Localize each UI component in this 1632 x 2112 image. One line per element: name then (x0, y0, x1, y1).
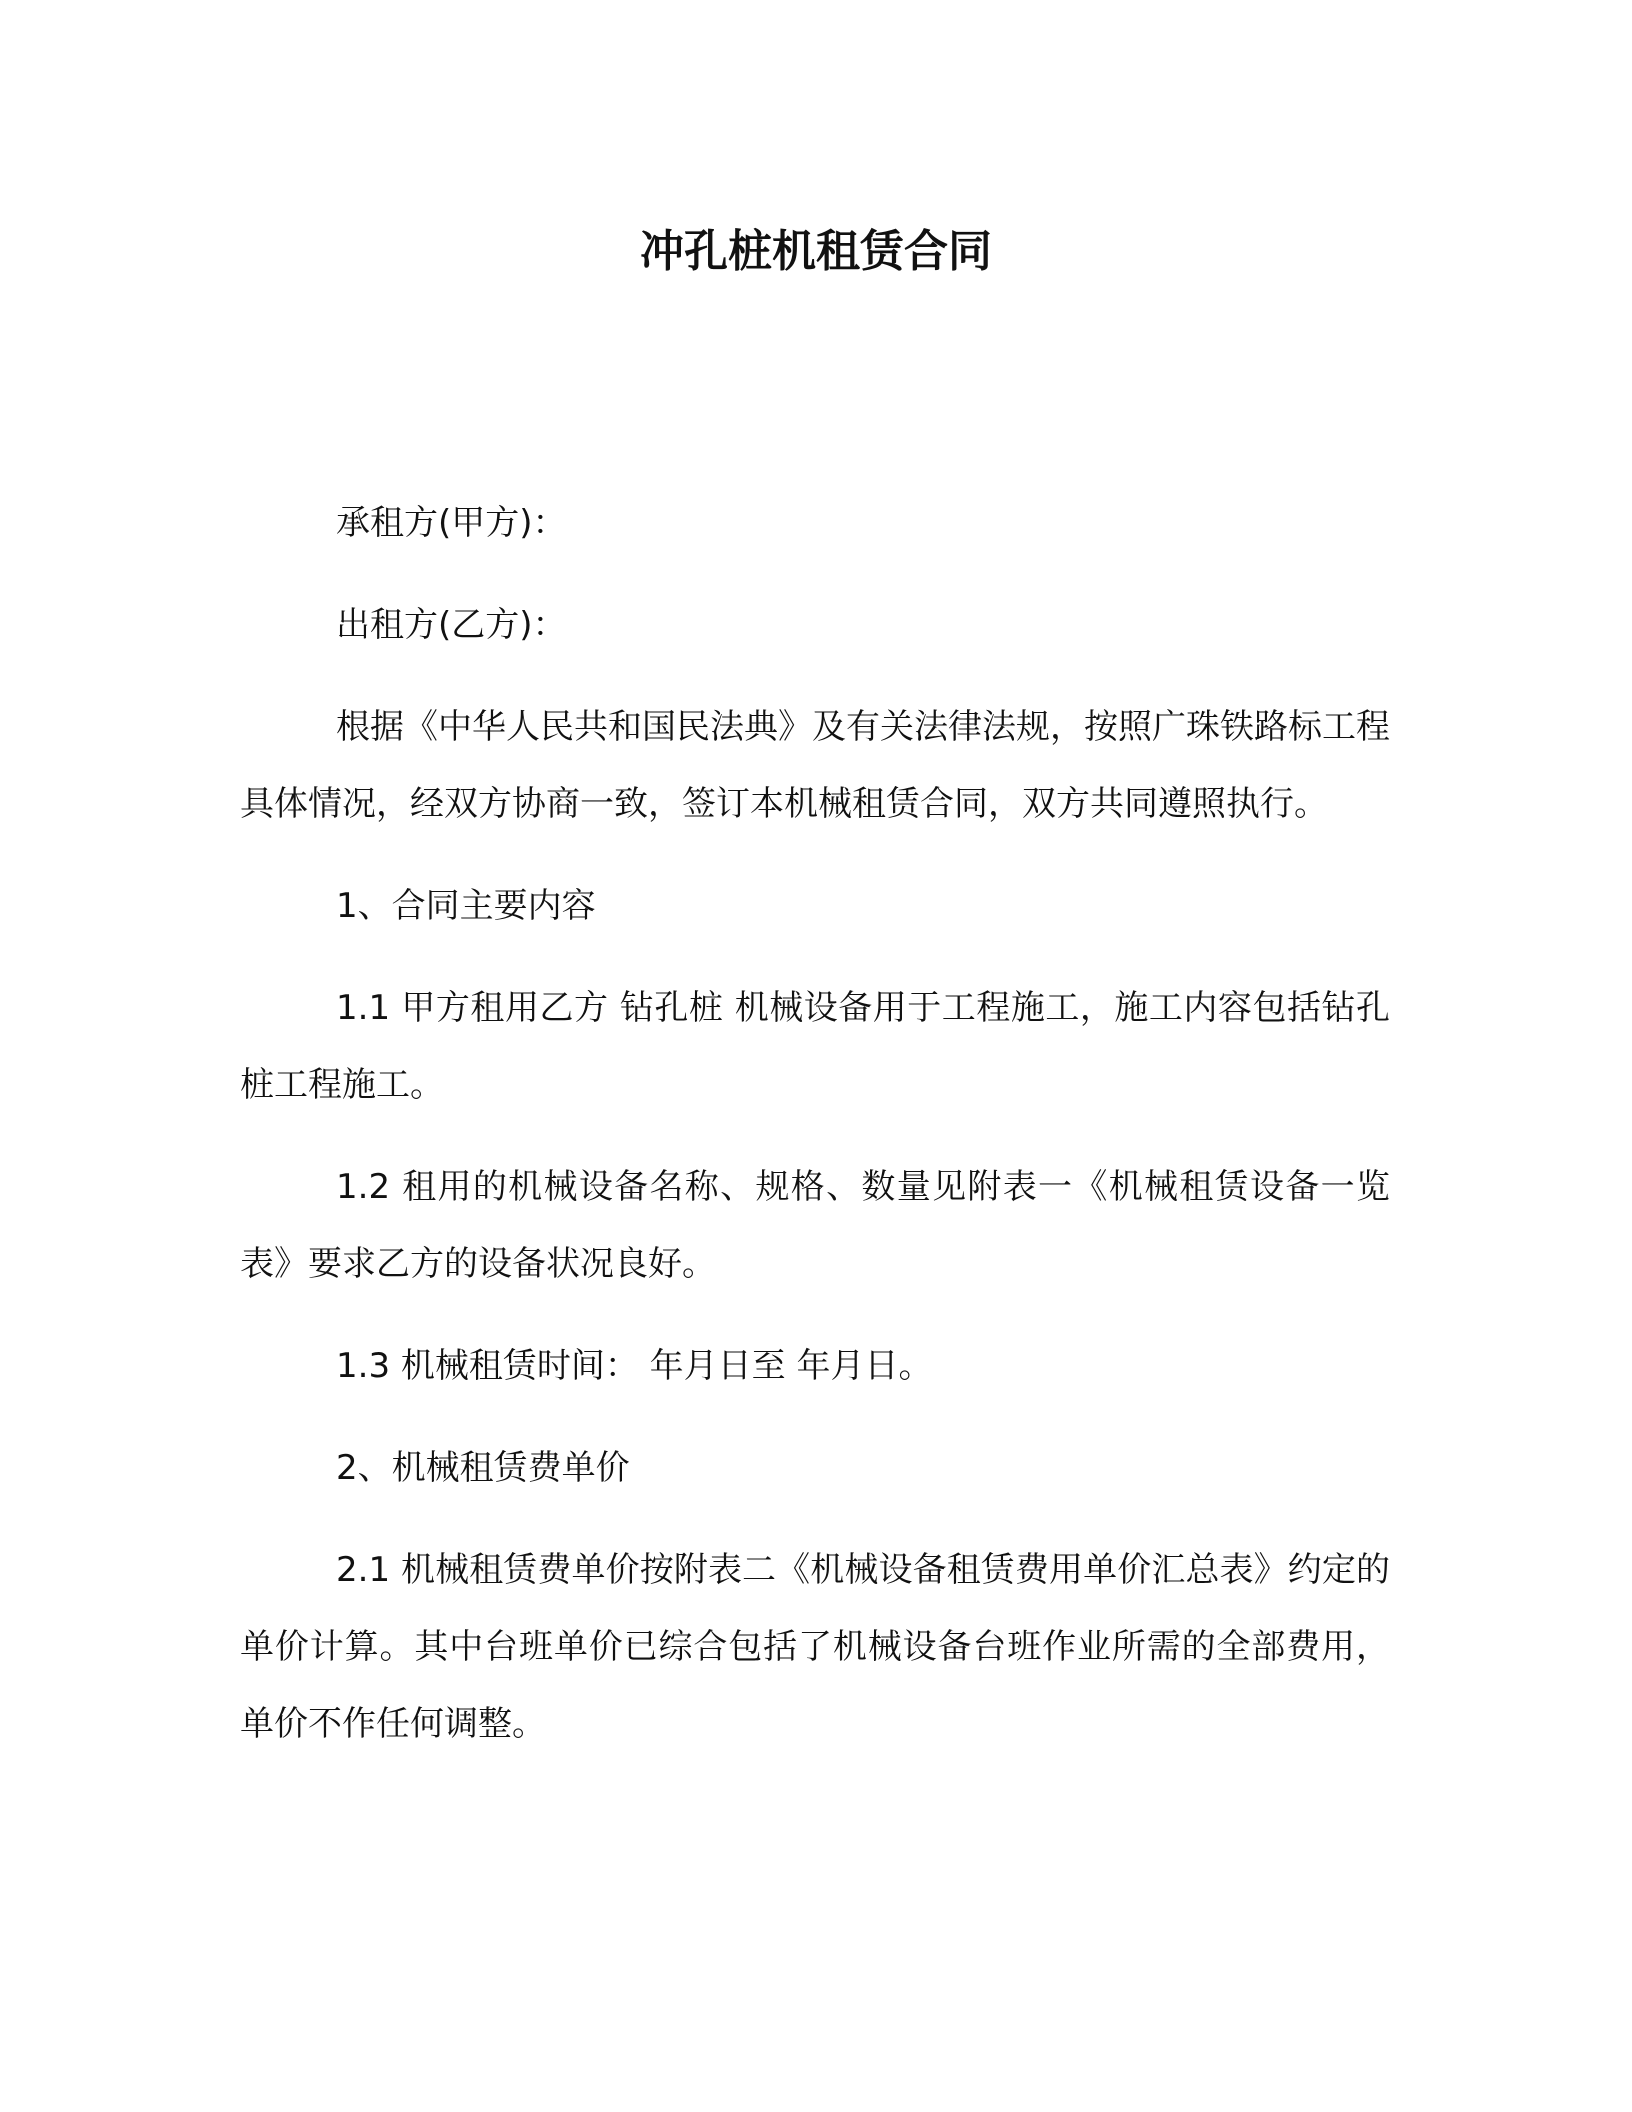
clause-1-1: 1.1 甲方租用乙方 钻孔桩 机械设备用于工程施工，施工内容包括钻孔桩工程施工。 (240, 988, 1390, 1105)
clause-1-2: 1.2 租用的机械设备名称、规格、数量见附表一《机械租赁设备一览表》要求乙方的设备状况良好。 (240, 1167, 1390, 1284)
clause-2-1: 2.1 机械租赁费单价按附表二《机械设备租赁费用单价汇总表》约定的单价计算。其中台班单价已综合包括了机械设备台班作业所需的全部费用，单价不作任何调整。 (240, 1550, 1390, 1744)
document-body (240, 485, 1390, 1788)
document-title: 冲孔桩机租赁合同 (640, 226, 992, 277)
lessor-party-line: 出租方(乙方)： (336, 605, 567, 645)
section-1-heading: 1、合同主要内容 (336, 886, 596, 926)
clause-1-3: 1.3 机械租赁时间： 年月日至 年月日。 (336, 1346, 933, 1386)
lessee-party-line: 承租方(甲方)： (336, 503, 567, 543)
preamble-paragraph: 根据《中华人民共和国民法典》及有关法律法规，按照广珠铁路标工程具体情况，经双方协商一致，签订本机械租赁合同，双方共同遵照执行。 (240, 707, 1390, 824)
section-2-heading: 2、机械租赁费单价 (336, 1448, 630, 1488)
